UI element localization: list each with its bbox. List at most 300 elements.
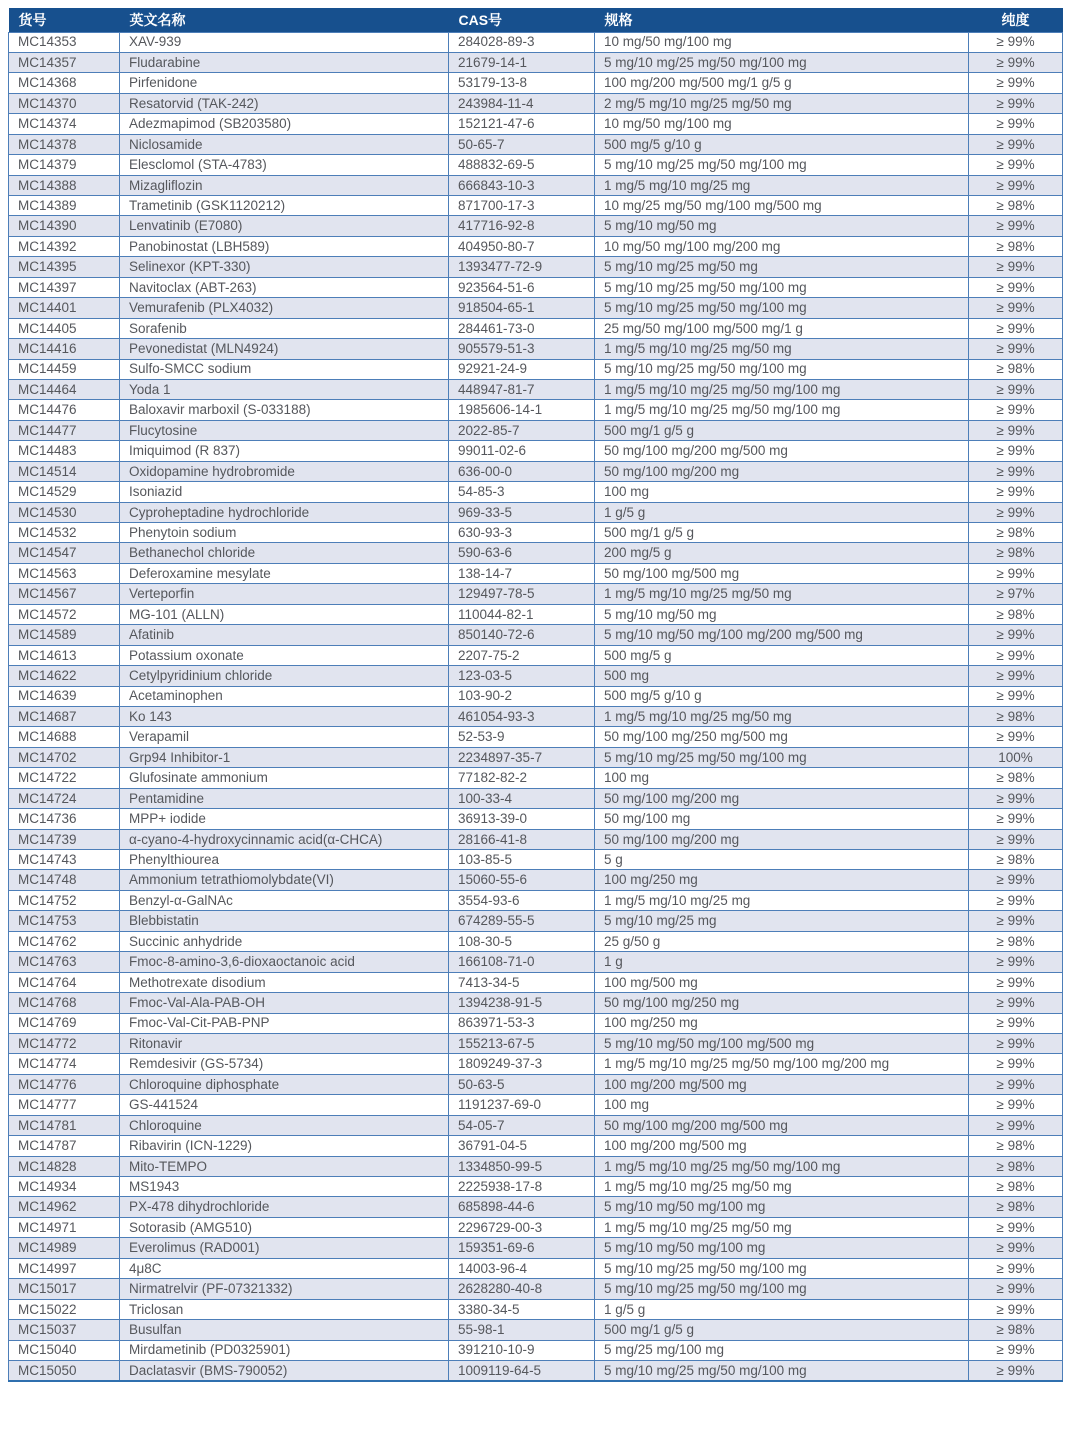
table-row bbox=[9, 809, 1063, 829]
table-row bbox=[9, 911, 1063, 931]
spec-cell: 5 mg/25 mg/100 mg bbox=[595, 1340, 969, 1360]
table-row bbox=[9, 850, 1063, 870]
spec-cell: 5 mg/10 mg/25 mg/50 mg/100 mg bbox=[595, 1258, 969, 1278]
name-cell: PX-478 dihydrochloride bbox=[120, 1197, 449, 1217]
cas-cell: 3554-93-6 bbox=[449, 890, 595, 910]
spec-cell: 5 mg/10 mg/25 mg bbox=[595, 911, 969, 931]
item-no-cell: MC14357 bbox=[9, 52, 120, 72]
item-no-cell: MC14722 bbox=[9, 768, 120, 788]
cas-cell: 55-98-1 bbox=[449, 1320, 595, 1340]
purity-cell: ≥ 99% bbox=[969, 502, 1063, 522]
spec-cell: 1 mg/5 mg/10 mg/25 mg/50 mg bbox=[595, 339, 969, 359]
item-no-cell: MC14476 bbox=[9, 400, 120, 420]
purity-cell: ≥ 99% bbox=[969, 1054, 1063, 1074]
spec-cell: 1 mg/5 mg/10 mg/25 mg/50 mg/100 mg/200 mg bbox=[595, 1054, 969, 1074]
item-no-cell: MC14395 bbox=[9, 257, 120, 277]
cas-cell: 284461-73-0 bbox=[449, 318, 595, 338]
cas-cell: 2022-85-7 bbox=[449, 420, 595, 440]
cas-cell: 674289-55-5 bbox=[449, 911, 595, 931]
purity-cell: ≥ 99% bbox=[969, 809, 1063, 829]
purity-cell: ≥ 99% bbox=[969, 1033, 1063, 1053]
name-cell: Mirdametinib (PD0325901) bbox=[120, 1340, 449, 1360]
item-no-cell: MC14388 bbox=[9, 175, 120, 195]
name-cell: MS1943 bbox=[120, 1177, 449, 1197]
name-cell: Navitoclax (ABT-263) bbox=[120, 277, 449, 297]
name-cell: Sorafenib bbox=[120, 318, 449, 338]
name-cell: Selinexor (KPT-330) bbox=[120, 257, 449, 277]
table-row bbox=[9, 114, 1063, 134]
table-row bbox=[9, 420, 1063, 440]
spec-cell: 50 mg/100 mg/200 mg bbox=[595, 788, 969, 808]
name-cell: Pevonedistat (MLN4924) bbox=[120, 339, 449, 359]
name-cell: Ko 143 bbox=[120, 706, 449, 726]
item-no-cell: MC14748 bbox=[9, 870, 120, 890]
item-no-cell: MC14368 bbox=[9, 73, 120, 93]
table-row bbox=[9, 829, 1063, 849]
spec-cell: 5 g bbox=[595, 850, 969, 870]
cas-cell: 103-90-2 bbox=[449, 686, 595, 706]
table-row bbox=[9, 1238, 1063, 1258]
spec-cell: 1 mg/5 mg/10 mg/25 mg bbox=[595, 175, 969, 195]
name-cell: Panobinostat (LBH589) bbox=[120, 236, 449, 256]
cas-cell: 28166-41-8 bbox=[449, 829, 595, 849]
name-cell: Afatinib bbox=[120, 625, 449, 645]
table-row bbox=[9, 870, 1063, 890]
spec-cell: 1 mg/5 mg/10 mg/25 mg/50 mg/100 mg bbox=[595, 379, 969, 399]
spec-cell: 1 mg/5 mg/10 mg/25 mg/50 mg bbox=[595, 1177, 969, 1197]
table-row bbox=[9, 155, 1063, 175]
item-no-cell: MC14768 bbox=[9, 993, 120, 1013]
purity-cell: ≥ 99% bbox=[969, 175, 1063, 195]
purity-cell: ≥ 98% bbox=[969, 1177, 1063, 1197]
cas-cell: 155213-67-5 bbox=[449, 1033, 595, 1053]
item-no-cell: MC14401 bbox=[9, 298, 120, 318]
cas-cell: 2628280-40-8 bbox=[449, 1279, 595, 1299]
spec-cell: 10 mg/50 mg/100 mg bbox=[595, 114, 969, 134]
name-cell: Lenvatinib (E7080) bbox=[120, 216, 449, 236]
cas-cell: 2296729-00-3 bbox=[449, 1217, 595, 1237]
spec-cell: 5 mg/10 mg/50 mg/100 mg/500 mg bbox=[595, 1033, 969, 1053]
name-cell: Ammonium tetrathiomolybdate(VI) bbox=[120, 870, 449, 890]
purity-cell: ≥ 98% bbox=[969, 1320, 1063, 1340]
cas-cell: 50-63-5 bbox=[449, 1074, 595, 1094]
purity-cell: ≥ 99% bbox=[969, 1258, 1063, 1278]
purity-cell: ≥ 99% bbox=[969, 1279, 1063, 1299]
purity-cell: ≥ 98% bbox=[969, 1136, 1063, 1156]
cas-cell: 54-05-7 bbox=[449, 1115, 595, 1135]
table-row bbox=[9, 993, 1063, 1013]
spec-cell: 5 mg/10 mg/50 mg/100 mg bbox=[595, 1197, 969, 1217]
spec-cell: 5 mg/10 mg/25 mg/50 mg/100 mg bbox=[595, 1360, 969, 1380]
purity-cell: ≥ 99% bbox=[969, 216, 1063, 236]
item-no-cell: MC14753 bbox=[9, 911, 120, 931]
purity-cell: ≥ 99% bbox=[969, 73, 1063, 93]
purity-cell: ≥ 99% bbox=[969, 134, 1063, 154]
item-no-cell: MC14563 bbox=[9, 563, 120, 583]
table-row bbox=[9, 645, 1063, 665]
spec-cell: 1 mg/5 mg/10 mg/25 mg/50 mg/100 mg bbox=[595, 400, 969, 420]
table-row bbox=[9, 298, 1063, 318]
purity-cell: ≥ 99% bbox=[969, 911, 1063, 931]
spec-cell: 5 mg/10 mg/25 mg/50 mg/100 mg bbox=[595, 359, 969, 379]
name-cell: Pentamidine bbox=[120, 788, 449, 808]
item-no-cell: MC14405 bbox=[9, 318, 120, 338]
cas-cell: 2234897-35-7 bbox=[449, 747, 595, 767]
table-row bbox=[9, 1156, 1063, 1176]
spec-cell: 100 mg/500 mg bbox=[595, 972, 969, 992]
name-cell: Resatorvid (TAK-242) bbox=[120, 93, 449, 113]
table-row bbox=[9, 890, 1063, 910]
table-header-row bbox=[9, 8, 1063, 32]
item-no-cell: MC14828 bbox=[9, 1156, 120, 1176]
item-no-cell: MC14532 bbox=[9, 523, 120, 543]
table-row bbox=[9, 523, 1063, 543]
name-cell: Fmoc-Val-Ala-PAB-OH bbox=[120, 993, 449, 1013]
name-cell: Everolimus (RAD001) bbox=[120, 1238, 449, 1258]
name-cell: Yoda 1 bbox=[120, 379, 449, 399]
item-no-cell: MC14530 bbox=[9, 502, 120, 522]
spec-cell: 500 mg/5 g/10 g bbox=[595, 134, 969, 154]
name-cell: 4μ8C bbox=[120, 1258, 449, 1278]
item-no-cell: MC14589 bbox=[9, 625, 120, 645]
spec-cell: 100 mg/200 mg/500 mg bbox=[595, 1074, 969, 1094]
name-cell: Phenylthiourea bbox=[120, 850, 449, 870]
table-row bbox=[9, 604, 1063, 624]
name-cell: Cyproheptadine hydrochloride bbox=[120, 502, 449, 522]
spec-cell: 1 g bbox=[595, 952, 969, 972]
spec-cell: 5 mg/10 mg/50 mg/100 mg bbox=[595, 1238, 969, 1258]
item-no-cell: MC14774 bbox=[9, 1054, 120, 1074]
cas-cell: 52-53-9 bbox=[449, 727, 595, 747]
purity-cell: ≥ 99% bbox=[969, 1360, 1063, 1380]
cas-cell: 1809249-37-3 bbox=[449, 1054, 595, 1074]
name-cell: Trametinib (GSK1120212) bbox=[120, 196, 449, 216]
cas-cell: 21679-14-1 bbox=[449, 52, 595, 72]
spec-cell: 1 mg/5 mg/10 mg/25 mg/50 mg bbox=[595, 584, 969, 604]
table-row bbox=[9, 134, 1063, 154]
item-no-cell: MC14483 bbox=[9, 441, 120, 461]
table-row bbox=[9, 706, 1063, 726]
table-row bbox=[9, 318, 1063, 338]
cas-cell: 636-00-0 bbox=[449, 461, 595, 481]
item-no-cell: MC14529 bbox=[9, 482, 120, 502]
item-no-cell: MC14547 bbox=[9, 543, 120, 563]
name-cell: MG-101 (ALLN) bbox=[120, 604, 449, 624]
table-row bbox=[9, 461, 1063, 481]
purity-cell: ≥ 99% bbox=[969, 972, 1063, 992]
purity-cell: ≥ 99% bbox=[969, 686, 1063, 706]
table-row bbox=[9, 1217, 1063, 1237]
spec-cell: 10 mg/25 mg/50 mg/100 mg/500 mg bbox=[595, 196, 969, 216]
name-cell: Bethanechol chloride bbox=[120, 543, 449, 563]
purity-cell: ≥ 99% bbox=[969, 1238, 1063, 1258]
purity-cell: ≥ 99% bbox=[969, 1217, 1063, 1237]
name-cell: Fmoc-Val-Cit-PAB-PNP bbox=[120, 1013, 449, 1033]
item-no-cell: MC14639 bbox=[9, 686, 120, 706]
item-no-cell: MC14762 bbox=[9, 931, 120, 951]
spec-cell: 25 g/50 g bbox=[595, 931, 969, 951]
table-row bbox=[9, 441, 1063, 461]
purity-cell: ≥ 99% bbox=[969, 461, 1063, 481]
purity-cell: ≥ 99% bbox=[969, 52, 1063, 72]
name-cell: Ritonavir bbox=[120, 1033, 449, 1053]
purity-cell: ≥ 99% bbox=[969, 645, 1063, 665]
table-row bbox=[9, 952, 1063, 972]
name-cell: Verteporfin bbox=[120, 584, 449, 604]
item-no-cell: MC14622 bbox=[9, 666, 120, 686]
table-row bbox=[9, 196, 1063, 216]
cas-cell: 918504-65-1 bbox=[449, 298, 595, 318]
spec-cell: 100 mg/200 mg/500 mg bbox=[595, 1136, 969, 1156]
spec-cell: 5 mg/10 mg/25 mg/50 mg bbox=[595, 257, 969, 277]
table-row bbox=[9, 1136, 1063, 1156]
name-cell: Fmoc-8-amino-3,6-dioxaoctanoic acid bbox=[120, 952, 449, 972]
purity-cell: ≥ 99% bbox=[969, 441, 1063, 461]
name-cell: Cetylpyridinium chloride bbox=[120, 666, 449, 686]
cas-cell: 630-93-3 bbox=[449, 523, 595, 543]
column-header-cas: CAS号 bbox=[449, 8, 595, 32]
purity-cell: ≥ 98% bbox=[969, 1156, 1063, 1176]
purity-cell: ≥ 99% bbox=[969, 379, 1063, 399]
spec-cell: 1 g/5 g bbox=[595, 1299, 969, 1319]
purity-cell: ≥ 99% bbox=[969, 870, 1063, 890]
cas-cell: 850140-72-6 bbox=[449, 625, 595, 645]
item-no-cell: MC14787 bbox=[9, 1136, 120, 1156]
name-cell: Chloroquine bbox=[120, 1115, 449, 1135]
item-no-cell: MC14464 bbox=[9, 379, 120, 399]
table-row bbox=[9, 482, 1063, 502]
item-no-cell: MC14934 bbox=[9, 1177, 120, 1197]
table-row bbox=[9, 1299, 1063, 1319]
cas-cell: 666843-10-3 bbox=[449, 175, 595, 195]
spec-cell: 5 mg/10 mg/50 mg/100 mg/200 mg/500 mg bbox=[595, 625, 969, 645]
name-cell: Phenytoin sodium bbox=[120, 523, 449, 543]
name-cell: Potassium oxonate bbox=[120, 645, 449, 665]
cas-cell: 871700-17-3 bbox=[449, 196, 595, 216]
item-no-cell: MC14702 bbox=[9, 747, 120, 767]
cas-cell: 7413-34-5 bbox=[449, 972, 595, 992]
table-row bbox=[9, 1279, 1063, 1299]
item-no-cell: MC14971 bbox=[9, 1217, 120, 1237]
table-row bbox=[9, 1013, 1063, 1033]
name-cell: Ribavirin (ICN-1229) bbox=[120, 1136, 449, 1156]
spec-cell: 25 mg/50 mg/100 mg/500 mg/1 g bbox=[595, 318, 969, 338]
item-no-cell: MC14374 bbox=[9, 114, 120, 134]
name-cell: Baloxavir marboxil (S-033188) bbox=[120, 400, 449, 420]
cas-cell: 99011-02-6 bbox=[449, 441, 595, 461]
purity-cell: ≥ 99% bbox=[969, 339, 1063, 359]
cas-cell: 1393477-72-9 bbox=[449, 257, 595, 277]
spec-cell: 5 mg/10 mg/25 mg/50 mg/100 mg bbox=[595, 747, 969, 767]
item-no-cell: MC14572 bbox=[9, 604, 120, 624]
cas-cell: 36913-39-0 bbox=[449, 809, 595, 829]
name-cell: Sotorasib (AMG510) bbox=[120, 1217, 449, 1237]
name-cell: Verapamil bbox=[120, 727, 449, 747]
spec-cell: 5 mg/10 mg/50 mg bbox=[595, 216, 969, 236]
purity-cell: ≥ 98% bbox=[969, 196, 1063, 216]
spec-cell: 100 mg bbox=[595, 1095, 969, 1115]
purity-cell: ≥ 99% bbox=[969, 1340, 1063, 1360]
purity-cell: ≥ 99% bbox=[969, 1115, 1063, 1135]
cas-cell: 54-85-3 bbox=[449, 482, 595, 502]
spec-cell: 100 mg/250 mg bbox=[595, 1013, 969, 1033]
item-no-cell: MC14416 bbox=[9, 339, 120, 359]
item-no-cell: MC15050 bbox=[9, 1360, 120, 1380]
table-row bbox=[9, 93, 1063, 113]
name-cell: Daclatasvir (BMS-790052) bbox=[120, 1360, 449, 1380]
spec-cell: 500 mg/1 g/5 g bbox=[595, 1320, 969, 1340]
cas-cell: 243984-11-4 bbox=[449, 93, 595, 113]
table-row bbox=[9, 727, 1063, 747]
cas-cell: 284028-89-3 bbox=[449, 32, 595, 52]
spec-cell: 100 mg/250 mg bbox=[595, 870, 969, 890]
column-header-purity: 纯度 bbox=[969, 8, 1063, 32]
purity-cell: ≥ 99% bbox=[969, 788, 1063, 808]
purity-cell: ≥ 99% bbox=[969, 1013, 1063, 1033]
item-no-cell: MC14743 bbox=[9, 850, 120, 870]
cas-cell: 36791-04-5 bbox=[449, 1136, 595, 1156]
cas-cell: 103-85-5 bbox=[449, 850, 595, 870]
table-row bbox=[9, 359, 1063, 379]
purity-cell: ≥ 99% bbox=[969, 257, 1063, 277]
spec-cell: 10 mg/50 mg/100 mg bbox=[595, 32, 969, 52]
item-no-cell: MC14353 bbox=[9, 32, 120, 52]
name-cell: Fludarabine bbox=[120, 52, 449, 72]
table-row bbox=[9, 543, 1063, 563]
name-cell: GS-441524 bbox=[120, 1095, 449, 1115]
purity-cell: ≥ 99% bbox=[969, 318, 1063, 338]
name-cell: Benzyl-α-GalNAc bbox=[120, 890, 449, 910]
name-cell: Elesclomol (STA-4783) bbox=[120, 155, 449, 175]
item-no-cell: MC14989 bbox=[9, 1238, 120, 1258]
spec-cell: 10 mg/50 mg/100 mg/200 mg bbox=[595, 236, 969, 256]
cas-cell: 2207-75-2 bbox=[449, 645, 595, 665]
name-cell: Nirmatrelvir (PF-07321332) bbox=[120, 1279, 449, 1299]
item-no-cell: MC14777 bbox=[9, 1095, 120, 1115]
name-cell: Deferoxamine mesylate bbox=[120, 563, 449, 583]
name-cell: Adezmapimod (SB203580) bbox=[120, 114, 449, 134]
item-no-cell: MC15017 bbox=[9, 1279, 120, 1299]
spec-cell: 500 mg/5 g bbox=[595, 645, 969, 665]
item-no-cell: MC14392 bbox=[9, 236, 120, 256]
cas-cell: 905579-51-3 bbox=[449, 339, 595, 359]
cas-cell: 923564-51-6 bbox=[449, 277, 595, 297]
spec-cell: 100 mg bbox=[595, 482, 969, 502]
table-row bbox=[9, 768, 1063, 788]
spec-cell: 50 mg/100 mg bbox=[595, 809, 969, 829]
cas-cell: 448947-81-7 bbox=[449, 379, 595, 399]
spec-cell: 100 mg bbox=[595, 768, 969, 788]
purity-cell: ≥ 99% bbox=[969, 277, 1063, 297]
name-cell: Pirfenidone bbox=[120, 73, 449, 93]
purity-cell: ≥ 98% bbox=[969, 523, 1063, 543]
cas-cell: 1985606-14-1 bbox=[449, 400, 595, 420]
table-row bbox=[9, 216, 1063, 236]
table-row bbox=[9, 73, 1063, 93]
table-row bbox=[9, 1074, 1063, 1094]
purity-cell: ≥ 99% bbox=[969, 993, 1063, 1013]
table-row bbox=[9, 1360, 1063, 1380]
cas-cell: 391210-10-9 bbox=[449, 1340, 595, 1360]
spec-cell: 50 mg/100 mg/200 mg/500 mg bbox=[595, 1115, 969, 1135]
item-no-cell: MC14772 bbox=[9, 1033, 120, 1053]
spec-cell: 5 mg/10 mg/25 mg/50 mg/100 mg bbox=[595, 52, 969, 72]
table-row bbox=[9, 1340, 1063, 1360]
name-cell: Vemurafenib (PLX4032) bbox=[120, 298, 449, 318]
item-no-cell: MC14370 bbox=[9, 93, 120, 113]
name-cell: Mito-TEMPO bbox=[120, 1156, 449, 1176]
table-row bbox=[9, 1033, 1063, 1053]
spec-cell: 5 mg/10 mg/25 mg/50 mg/100 mg bbox=[595, 155, 969, 175]
name-cell: Oxidopamine hydrobromide bbox=[120, 461, 449, 481]
table-row bbox=[9, 257, 1063, 277]
name-cell: Methotrexate disodium bbox=[120, 972, 449, 992]
table-row bbox=[9, 747, 1063, 767]
name-cell: Succinic anhydride bbox=[120, 931, 449, 951]
spec-cell: 50 mg/100 mg/200 mg/500 mg bbox=[595, 441, 969, 461]
table-row bbox=[9, 1115, 1063, 1135]
column-header-item-no: 货号 bbox=[9, 8, 120, 32]
purity-cell: ≥ 99% bbox=[969, 1074, 1063, 1094]
purity-cell: ≥ 99% bbox=[969, 563, 1063, 583]
table-row bbox=[9, 686, 1063, 706]
cas-cell: 1394238-91-5 bbox=[449, 993, 595, 1013]
name-cell: Triclosan bbox=[120, 1299, 449, 1319]
table-row bbox=[9, 563, 1063, 583]
cas-cell: 685898-44-6 bbox=[449, 1197, 595, 1217]
name-cell: α-cyano-4-hydroxycinnamic acid(α-CHCA) bbox=[120, 829, 449, 849]
item-no-cell: MC14687 bbox=[9, 706, 120, 726]
spec-cell: 5 mg/10 mg/50 mg bbox=[595, 604, 969, 624]
purity-cell: ≥ 99% bbox=[969, 1095, 1063, 1115]
cas-cell: 488832-69-5 bbox=[449, 155, 595, 175]
item-no-cell: MC14764 bbox=[9, 972, 120, 992]
item-no-cell: MC14459 bbox=[9, 359, 120, 379]
item-no-cell: MC14781 bbox=[9, 1115, 120, 1135]
name-cell: Busulfan bbox=[120, 1320, 449, 1340]
item-no-cell: MC14736 bbox=[9, 809, 120, 829]
table-row bbox=[9, 931, 1063, 951]
item-no-cell: MC14769 bbox=[9, 1013, 120, 1033]
cas-cell: 1334850-99-5 bbox=[449, 1156, 595, 1176]
item-no-cell: MC14390 bbox=[9, 216, 120, 236]
purity-cell: ≥ 98% bbox=[969, 1197, 1063, 1217]
spec-cell: 2 mg/5 mg/10 mg/25 mg/50 mg bbox=[595, 93, 969, 113]
purity-cell: ≥ 98% bbox=[969, 768, 1063, 788]
purity-cell: ≥ 99% bbox=[969, 482, 1063, 502]
item-no-cell: MC14567 bbox=[9, 584, 120, 604]
cas-cell: 50-65-7 bbox=[449, 134, 595, 154]
item-no-cell: MC14776 bbox=[9, 1074, 120, 1094]
spec-cell: 200 mg/5 g bbox=[595, 543, 969, 563]
purity-cell: ≥ 99% bbox=[969, 952, 1063, 972]
table-row bbox=[9, 379, 1063, 399]
item-no-cell: MC14613 bbox=[9, 645, 120, 665]
item-no-cell: MC14752 bbox=[9, 890, 120, 910]
purity-cell: ≥ 98% bbox=[969, 236, 1063, 256]
purity-cell: ≥ 98% bbox=[969, 706, 1063, 726]
purity-cell: ≥ 99% bbox=[969, 298, 1063, 318]
table-row bbox=[9, 666, 1063, 686]
spec-cell: 50 mg/100 mg/500 mg bbox=[595, 563, 969, 583]
name-cell: Flucytosine bbox=[120, 420, 449, 440]
purity-cell: ≥ 98% bbox=[969, 604, 1063, 624]
cas-cell: 1009119-64-5 bbox=[449, 1360, 595, 1380]
cas-cell: 15060-55-6 bbox=[449, 870, 595, 890]
item-no-cell: MC14514 bbox=[9, 461, 120, 481]
name-cell: Imiquimod (R 837) bbox=[120, 441, 449, 461]
cas-cell: 92921-24-9 bbox=[449, 359, 595, 379]
